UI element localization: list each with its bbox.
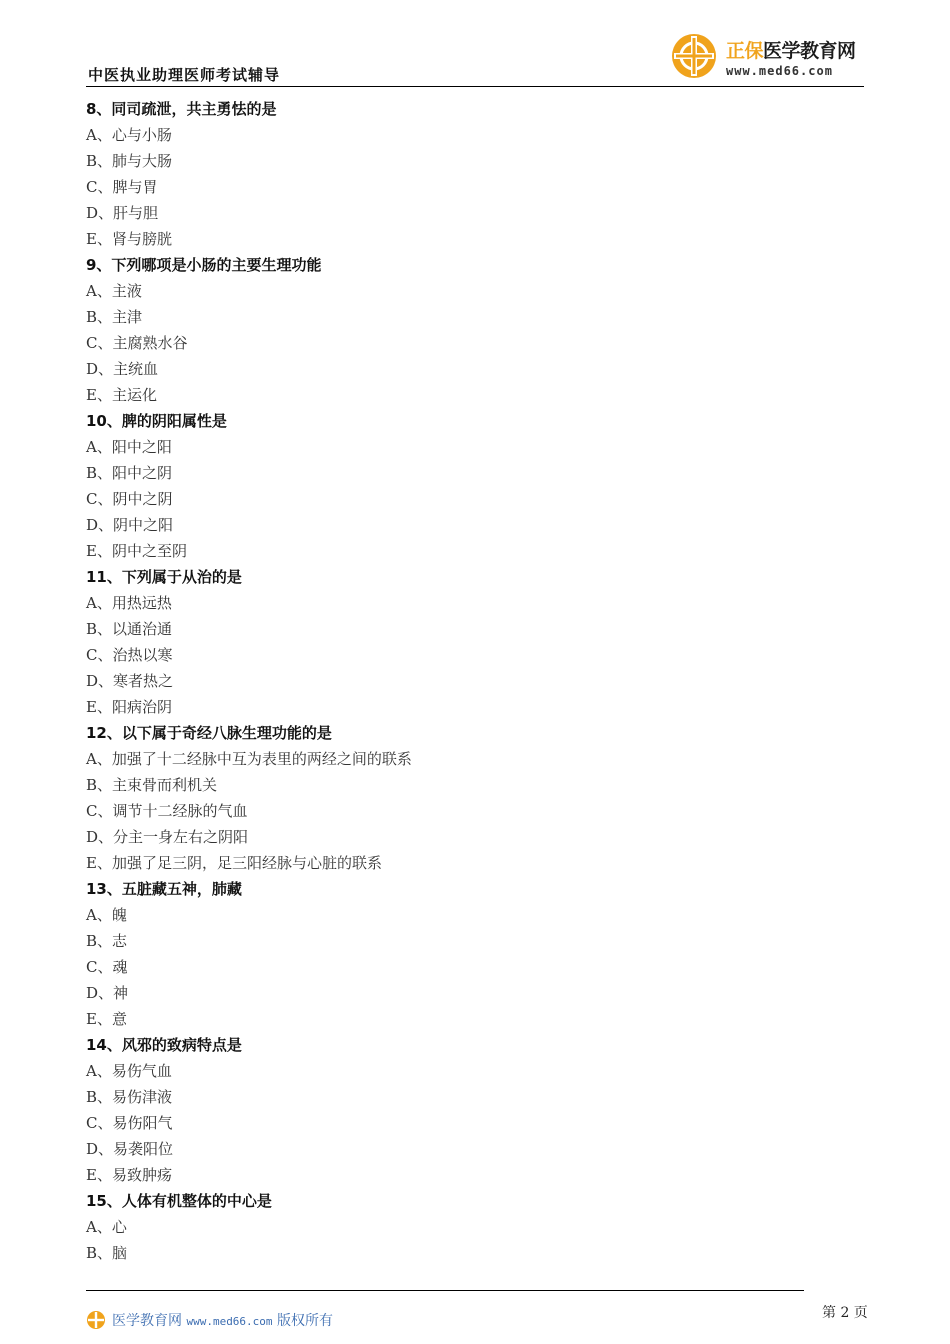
logo-url: www.med66.com xyxy=(726,64,833,78)
answer-option: A、加强了十二经脉中互为表里的两经之间的联系 xyxy=(86,750,412,768)
question-title: 8、同司疏泄，共主勇怯的是 xyxy=(86,100,277,118)
answer-option: C、魂 xyxy=(86,958,128,976)
question-title: 14、风邪的致病特点是 xyxy=(86,1036,242,1054)
answer-option: B、肺与大肠 xyxy=(86,152,173,170)
answer-option: B、脑 xyxy=(86,1244,128,1262)
answer-option: D、阴中之阳 xyxy=(86,516,174,534)
answer-option: E、肾与膀胱 xyxy=(86,230,172,248)
question-title: 10、脾的阴阳属性是 xyxy=(86,412,227,430)
answer-option: A、易伤气血 xyxy=(86,1062,172,1080)
answer-option: E、主运化 xyxy=(86,386,157,404)
cross-circle-logo-icon xyxy=(670,32,718,80)
answer-option: C、脾与胃 xyxy=(86,178,158,196)
answer-option: B、主津 xyxy=(86,308,143,326)
answer-option: D、肝与胆 xyxy=(86,204,159,222)
answer-option: C、易伤阳气 xyxy=(86,1114,173,1132)
page-number: 第 2 页 xyxy=(822,1305,868,1321)
answer-option: B、主束骨而利机关 xyxy=(86,776,218,794)
answer-option: E、阴中之至阴 xyxy=(86,542,187,560)
answer-option: A、心 xyxy=(86,1218,127,1236)
question-title: 12、以下属于奇经八脉生理功能的是 xyxy=(86,724,332,742)
answer-option: E、意 xyxy=(86,1010,127,1028)
answer-option: D、分主一身左右之阴阳 xyxy=(86,828,249,846)
answer-option: C、治热以寒 xyxy=(86,646,173,664)
question-title: 15、人体有机整体的中心是 xyxy=(86,1192,272,1210)
answer-option: B、阳中之阴 xyxy=(86,464,173,482)
answer-option: E、阳病治阴 xyxy=(86,698,172,716)
answer-option: B、易伤津液 xyxy=(86,1088,173,1106)
answer-option: D、主统血 xyxy=(86,360,159,378)
answer-option: B、志 xyxy=(86,932,128,950)
answer-option: D、神 xyxy=(86,984,129,1002)
brand-logo xyxy=(670,32,865,84)
answer-option: C、主腐熟水谷 xyxy=(86,334,188,352)
answer-option: A、心与小肠 xyxy=(86,126,172,144)
footer-brand: 医学教育网 xyxy=(112,1313,182,1329)
answer-option: C、阴中之阴 xyxy=(86,490,173,508)
footer-rights: 版权所有 xyxy=(277,1313,333,1329)
question-title: 13、五脏藏五神，肺藏 xyxy=(86,880,242,898)
question-list xyxy=(86,96,846,1266)
cross-circle-footer-icon xyxy=(86,1310,106,1330)
header-divider xyxy=(86,86,864,87)
footer-copyright[interactable] xyxy=(112,1310,333,1330)
question-title: 11、下列属于从治的是 xyxy=(86,568,242,586)
answer-option: A、用热远热 xyxy=(86,594,172,612)
logo-text xyxy=(726,36,856,63)
answer-option: E、易致肿疡 xyxy=(86,1166,172,1184)
question-title: 9、下列哪项是小肠的主要生理功能 xyxy=(86,256,322,274)
answer-option: D、寒者热之 xyxy=(86,672,174,690)
answer-option: A、魄 xyxy=(86,906,127,924)
answer-option: E、加强了足三阴，足三阳经脉与心脏的联系 xyxy=(86,854,382,872)
logo-brand: 正保 xyxy=(726,40,764,62)
footer-url[interactable]: www.med66.com xyxy=(186,1315,273,1328)
document-title: 中医执业助理医师考试辅导 xyxy=(88,66,281,84)
answer-option: A、主液 xyxy=(86,282,142,300)
answer-option: B、以通治通 xyxy=(86,620,173,638)
footer-divider xyxy=(86,1290,804,1291)
answer-option: C、调节十二经脉的气血 xyxy=(86,802,248,820)
answer-option: A、阳中之阳 xyxy=(86,438,172,456)
answer-option: D、易袭阳位 xyxy=(86,1140,174,1158)
logo-name: 医学教育网 xyxy=(763,40,856,62)
